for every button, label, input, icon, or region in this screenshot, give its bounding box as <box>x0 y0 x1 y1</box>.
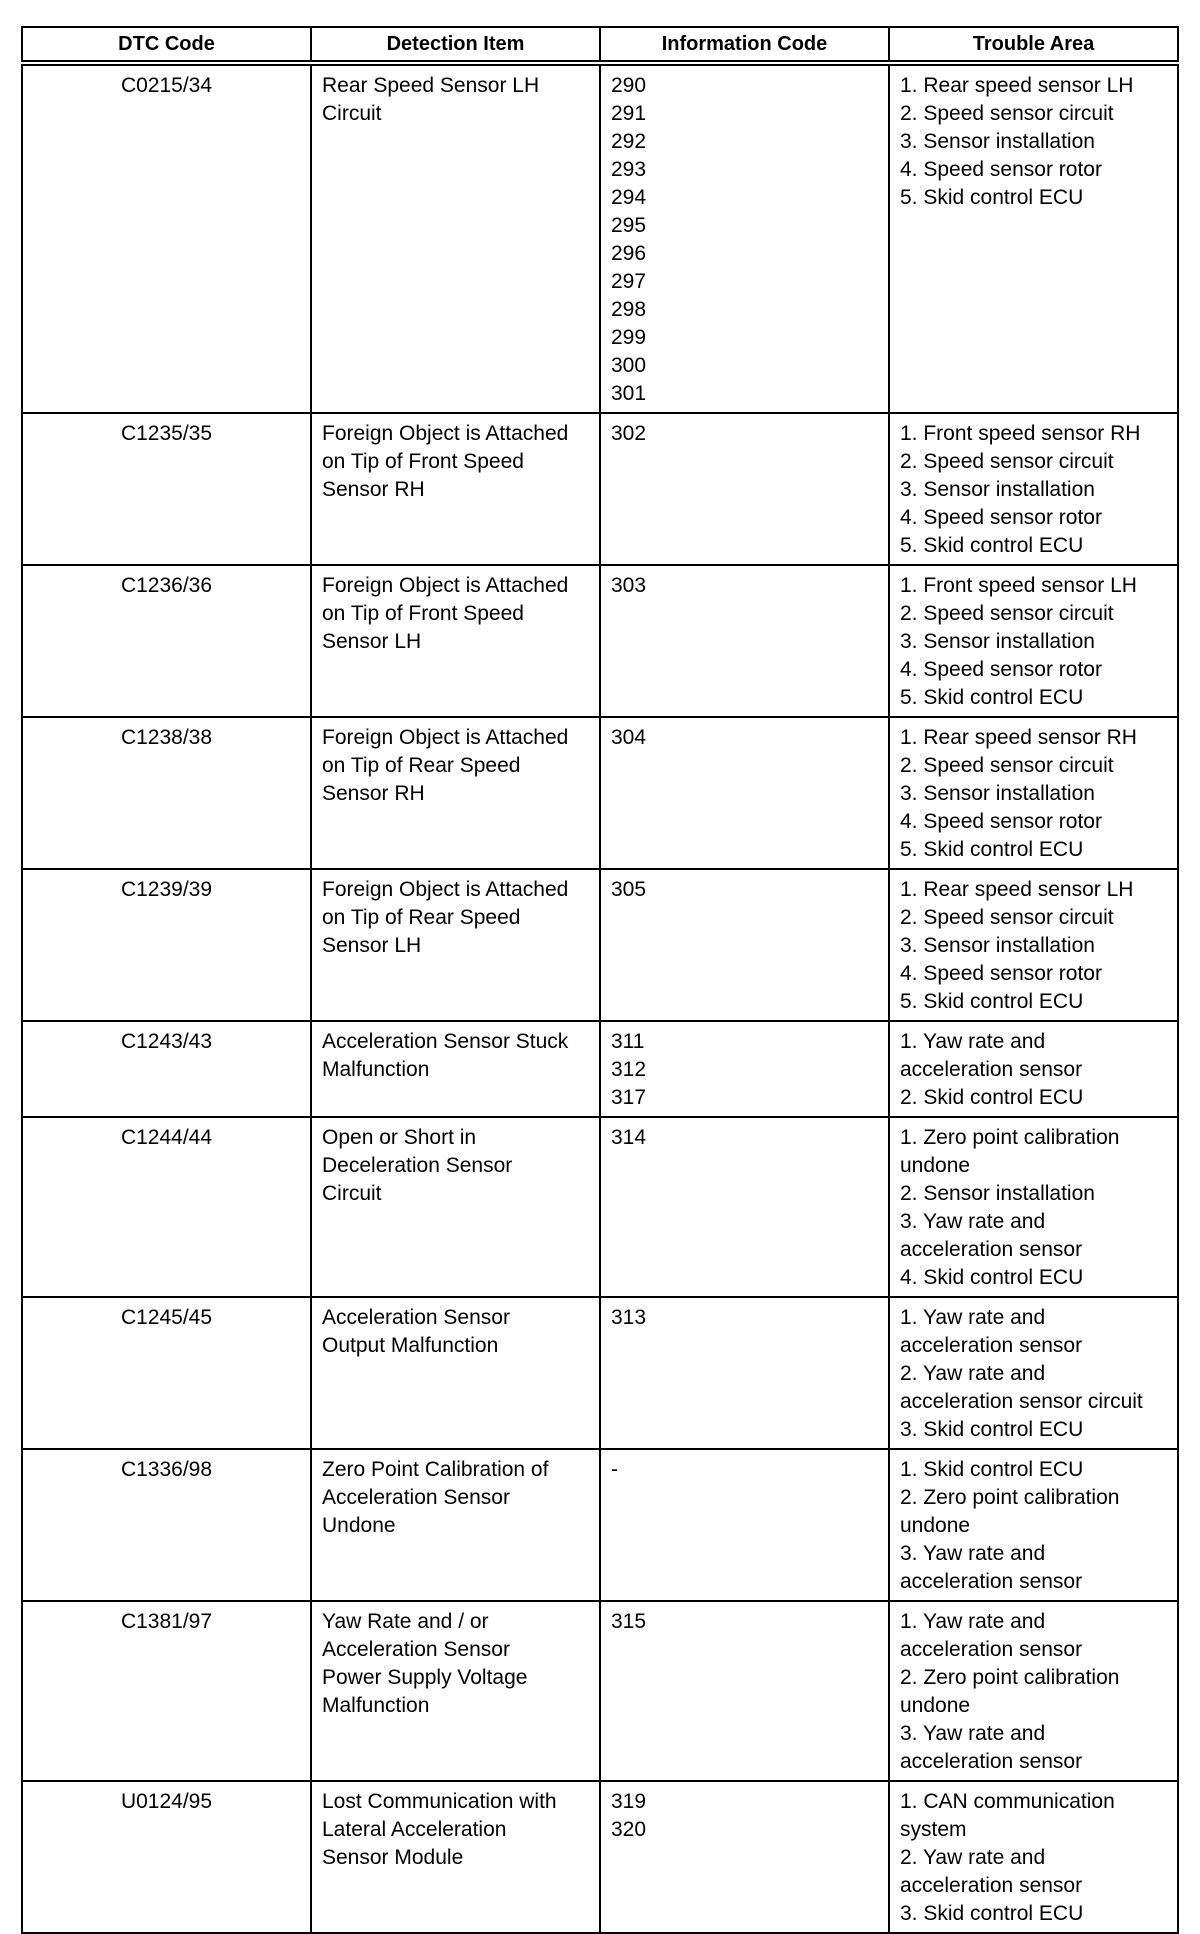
detection-item-line: Acceleration Sensor <box>322 1306 510 1329</box>
information-code: 301 <box>611 382 647 405</box>
detection-item-line: Sensor RH <box>322 782 425 805</box>
detection-item-cell <box>311 565 600 717</box>
trouble-area-cell <box>889 1601 1178 1781</box>
detection-item-cell <box>311 869 600 1021</box>
trouble-area-line: 3. Sensor installation <box>900 630 1095 653</box>
table-row <box>22 1449 1178 1601</box>
trouble-area-line: 2. Speed sensor circuit <box>900 754 1114 777</box>
information-code-cell <box>600 413 889 565</box>
dtc-code-cell: C1236/36 <box>22 565 311 717</box>
trouble-area-cell <box>889 63 1178 413</box>
information-code-cell <box>600 717 889 869</box>
detection-item-line: Sensor LH <box>322 630 422 653</box>
table-body <box>22 63 1178 1933</box>
information-code-cell <box>600 1297 889 1449</box>
detection-item-cell <box>311 1297 600 1449</box>
detection-item-line: Undone <box>322 1514 396 1537</box>
information-code: 293 <box>611 158 647 181</box>
trouble-area-line: acceleration sensor circuit <box>900 1390 1143 1413</box>
trouble-area-line: 3. Yaw rate and <box>900 1542 1046 1565</box>
trouble-area-cell <box>889 1117 1178 1297</box>
table-row <box>22 1601 1178 1781</box>
trouble-area-line: 1. Front speed sensor RH <box>900 422 1141 445</box>
information-code-cell <box>600 565 889 717</box>
detection-item-line: Sensor LH <box>322 934 422 957</box>
detection-item-cell <box>311 1781 600 1933</box>
trouble-area-line: undone <box>900 1154 971 1177</box>
trouble-area-line: 1. Yaw rate and <box>900 1306 1046 1329</box>
detection-item-line: Foreign Object is Attached <box>322 726 569 749</box>
table-row <box>22 63 1178 413</box>
table-row <box>22 1297 1178 1449</box>
trouble-area-line: 5. Skid control ECU <box>900 686 1084 709</box>
trouble-area-line: 3. Sensor installation <box>900 934 1095 957</box>
dtc-code-cell: C1243/43 <box>22 1021 311 1117</box>
table-row <box>22 565 1178 717</box>
detection-item-line: Acceleration Sensor <box>322 1486 510 1509</box>
detection-item-line: Malfunction <box>322 1694 430 1717</box>
dtc-code-cell: C1238/38 <box>22 717 311 869</box>
header-row <box>22 27 1178 63</box>
trouble-area-line: 2. Skid control ECU <box>900 1086 1084 1109</box>
trouble-area-line: system <box>900 1818 967 1841</box>
detection-item-line: Zero Point Calibration of <box>322 1458 549 1481</box>
table-row <box>22 413 1178 565</box>
detection-item-line: Foreign Object is Attached <box>322 574 569 597</box>
trouble-area-line: 2. Zero point calibration <box>900 1666 1120 1689</box>
header-dtc-code: DTC Code <box>22 27 311 63</box>
trouble-area-line: 5. Skid control ECU <box>900 838 1084 861</box>
dtc-code-cell: C1244/44 <box>22 1117 311 1297</box>
trouble-area-line: 4. Skid control ECU <box>900 1266 1084 1289</box>
detection-item-cell <box>311 1021 600 1117</box>
information-code: 300 <box>611 354 647 377</box>
trouble-area-line: 2. Speed sensor circuit <box>900 102 1114 125</box>
trouble-area-cell <box>889 1781 1178 1933</box>
information-code-cell <box>600 869 889 1021</box>
information-code-cell <box>600 1781 889 1933</box>
detection-item-line: Circuit <box>322 102 382 125</box>
trouble-area-line: 2. Yaw rate and <box>900 1846 1046 1869</box>
detection-item-cell <box>311 413 600 565</box>
dtc-table <box>21 26 1179 1934</box>
trouble-area-line: acceleration sensor <box>900 1570 1083 1593</box>
trouble-area-line: 3. Sensor installation <box>900 478 1095 501</box>
trouble-area-line: 1. Rear speed sensor LH <box>900 878 1134 901</box>
detection-item-line: Acceleration Sensor Stuck <box>322 1030 569 1053</box>
trouble-area-line: 3. Sensor installation <box>900 130 1095 153</box>
information-code: 319 <box>611 1790 647 1813</box>
detection-item-cell <box>311 1449 600 1601</box>
header-information-code: Information Code <box>600 27 889 63</box>
information-code: 292 <box>611 130 647 153</box>
trouble-area-line: 1. Yaw rate and <box>900 1610 1046 1633</box>
information-code: 294 <box>611 186 647 209</box>
trouble-area-line: 2. Speed sensor circuit <box>900 602 1114 625</box>
dtc-code-cell: C0215/34 <box>22 63 311 413</box>
information-code-cell <box>600 1117 889 1297</box>
information-code: 315 <box>611 1610 647 1633</box>
detection-item-line: Acceleration Sensor <box>322 1638 510 1661</box>
trouble-area-line: 1. Rear speed sensor LH <box>900 74 1134 97</box>
trouble-area-line: 4. Speed sensor rotor <box>900 658 1102 681</box>
detection-item-line: Rear Speed Sensor LH <box>322 74 540 97</box>
information-code: 295 <box>611 214 647 237</box>
detection-item-line: on Tip of Front Speed <box>322 450 524 473</box>
detection-item-cell <box>311 63 600 413</box>
trouble-area-cell <box>889 869 1178 1021</box>
information-code: 298 <box>611 298 647 321</box>
information-code: 303 <box>611 574 647 597</box>
trouble-area-line: 2. Speed sensor circuit <box>900 450 1114 473</box>
detection-item-line: Yaw Rate and / or <box>322 1610 489 1633</box>
detection-item-line: on Tip of Front Speed <box>322 602 524 625</box>
trouble-area-line: acceleration sensor <box>900 1334 1083 1357</box>
information-code-cell <box>600 1601 889 1781</box>
trouble-area-cell <box>889 565 1178 717</box>
trouble-area-line: 2. Speed sensor circuit <box>900 906 1114 929</box>
detection-item-line: Sensor RH <box>322 478 425 501</box>
detection-item-cell <box>311 1601 600 1781</box>
information-code: 313 <box>611 1306 647 1329</box>
trouble-area-cell <box>889 1449 1178 1601</box>
trouble-area-line: 3. Yaw rate and <box>900 1722 1046 1745</box>
detection-item-line: Foreign Object is Attached <box>322 878 569 901</box>
information-code: 299 <box>611 326 647 349</box>
trouble-area-line: 2. Sensor installation <box>900 1182 1095 1205</box>
table-row <box>22 1117 1178 1297</box>
trouble-area-line: 1. Front speed sensor LH <box>900 574 1137 597</box>
detection-item-line: Open or Short in <box>322 1126 477 1149</box>
trouble-area-line: 3. Sensor installation <box>900 782 1095 805</box>
trouble-area-line: acceleration sensor <box>900 1058 1083 1081</box>
dtc-code-cell: C1245/45 <box>22 1297 311 1449</box>
detection-item-line: Sensor Module <box>322 1846 464 1869</box>
information-code-cell <box>600 1449 889 1601</box>
trouble-area-line: acceleration sensor <box>900 1750 1083 1773</box>
information-code: 305 <box>611 878 647 901</box>
trouble-area-line: undone <box>900 1514 971 1537</box>
dtc-code-cell: U0124/95 <box>22 1781 311 1933</box>
trouble-area-line: 3. Skid control ECU <box>900 1902 1084 1925</box>
information-code: 304 <box>611 726 647 749</box>
detection-item-cell <box>311 717 600 869</box>
trouble-area-line: 4. Speed sensor rotor <box>900 506 1102 529</box>
trouble-area-line: 4. Speed sensor rotor <box>900 158 1102 181</box>
information-code: 312 <box>611 1058 647 1081</box>
dtc-code-cell: C1336/98 <box>22 1449 311 1601</box>
trouble-area-line: acceleration sensor <box>900 1238 1083 1261</box>
trouble-area-line: 4. Speed sensor rotor <box>900 962 1102 985</box>
trouble-area-cell <box>889 717 1178 869</box>
information-code: 317 <box>611 1086 647 1109</box>
trouble-area-cell <box>889 1297 1178 1449</box>
trouble-area-cell <box>889 1021 1178 1117</box>
trouble-area-line: 3. Yaw rate and <box>900 1210 1046 1233</box>
detection-item-line: Foreign Object is Attached <box>322 422 569 445</box>
detection-item-line: on Tip of Rear Speed <box>322 906 521 929</box>
information-code: 311 <box>611 1030 645 1053</box>
information-code: 296 <box>611 242 647 265</box>
information-code: 320 <box>611 1818 647 1841</box>
header-detection-item: Detection Item <box>311 27 600 63</box>
trouble-area-line: 5. Skid control ECU <box>900 534 1084 557</box>
trouble-area-line: 5. Skid control ECU <box>900 186 1084 209</box>
trouble-area-line: acceleration sensor <box>900 1638 1083 1661</box>
trouble-area-line: 4. Speed sensor rotor <box>900 810 1102 833</box>
detection-item-line: Malfunction <box>322 1058 430 1081</box>
trouble-area-line: acceleration sensor <box>900 1874 1083 1897</box>
trouble-area-line: 1. CAN communication <box>900 1790 1115 1813</box>
table-row <box>22 1021 1178 1117</box>
trouble-area-line: 1. Rear speed sensor RH <box>900 726 1137 749</box>
trouble-area-line: 1. Skid control ECU <box>900 1458 1084 1481</box>
trouble-area-line: 2. Zero point calibration <box>900 1486 1120 1509</box>
trouble-area-line: 5. Skid control ECU <box>900 990 1084 1013</box>
trouble-area-cell <box>889 413 1178 565</box>
header-trouble-area: Trouble Area <box>889 27 1178 63</box>
detection-item-line: on Tip of Rear Speed <box>322 754 521 777</box>
information-code: 297 <box>611 270 647 293</box>
trouble-area-line: 1. Yaw rate and <box>900 1030 1046 1053</box>
dtc-code-cell: C1235/35 <box>22 413 311 565</box>
trouble-area-line: 2. Yaw rate and <box>900 1362 1046 1385</box>
detection-item-line: Deceleration Sensor <box>322 1154 513 1177</box>
table-row <box>22 717 1178 869</box>
information-code: 302 <box>611 422 647 445</box>
information-code: 314 <box>611 1126 647 1149</box>
information-code: 290 <box>611 74 647 97</box>
detection-item-line: Power Supply Voltage <box>322 1666 528 1689</box>
trouble-area-line: undone <box>900 1694 971 1717</box>
information-code: 291 <box>611 102 647 125</box>
detection-item-line: Lost Communication with <box>322 1790 557 1813</box>
detection-item-line: Circuit <box>322 1182 382 1205</box>
dtc-code-cell: C1381/97 <box>22 1601 311 1781</box>
dtc-code-cell: C1239/39 <box>22 869 311 1021</box>
trouble-area-line: 1. Zero point calibration <box>900 1126 1120 1149</box>
detection-item-line: Lateral Acceleration <box>322 1818 507 1841</box>
table-row <box>22 869 1178 1021</box>
information-code: - <box>611 1458 618 1481</box>
detection-item-cell <box>311 1117 600 1297</box>
information-code-cell <box>600 1021 889 1117</box>
information-code-cell <box>600 63 889 413</box>
table-row <box>22 1781 1178 1933</box>
trouble-area-line: 3. Skid control ECU <box>900 1418 1084 1441</box>
detection-item-line: Output Malfunction <box>322 1334 499 1357</box>
